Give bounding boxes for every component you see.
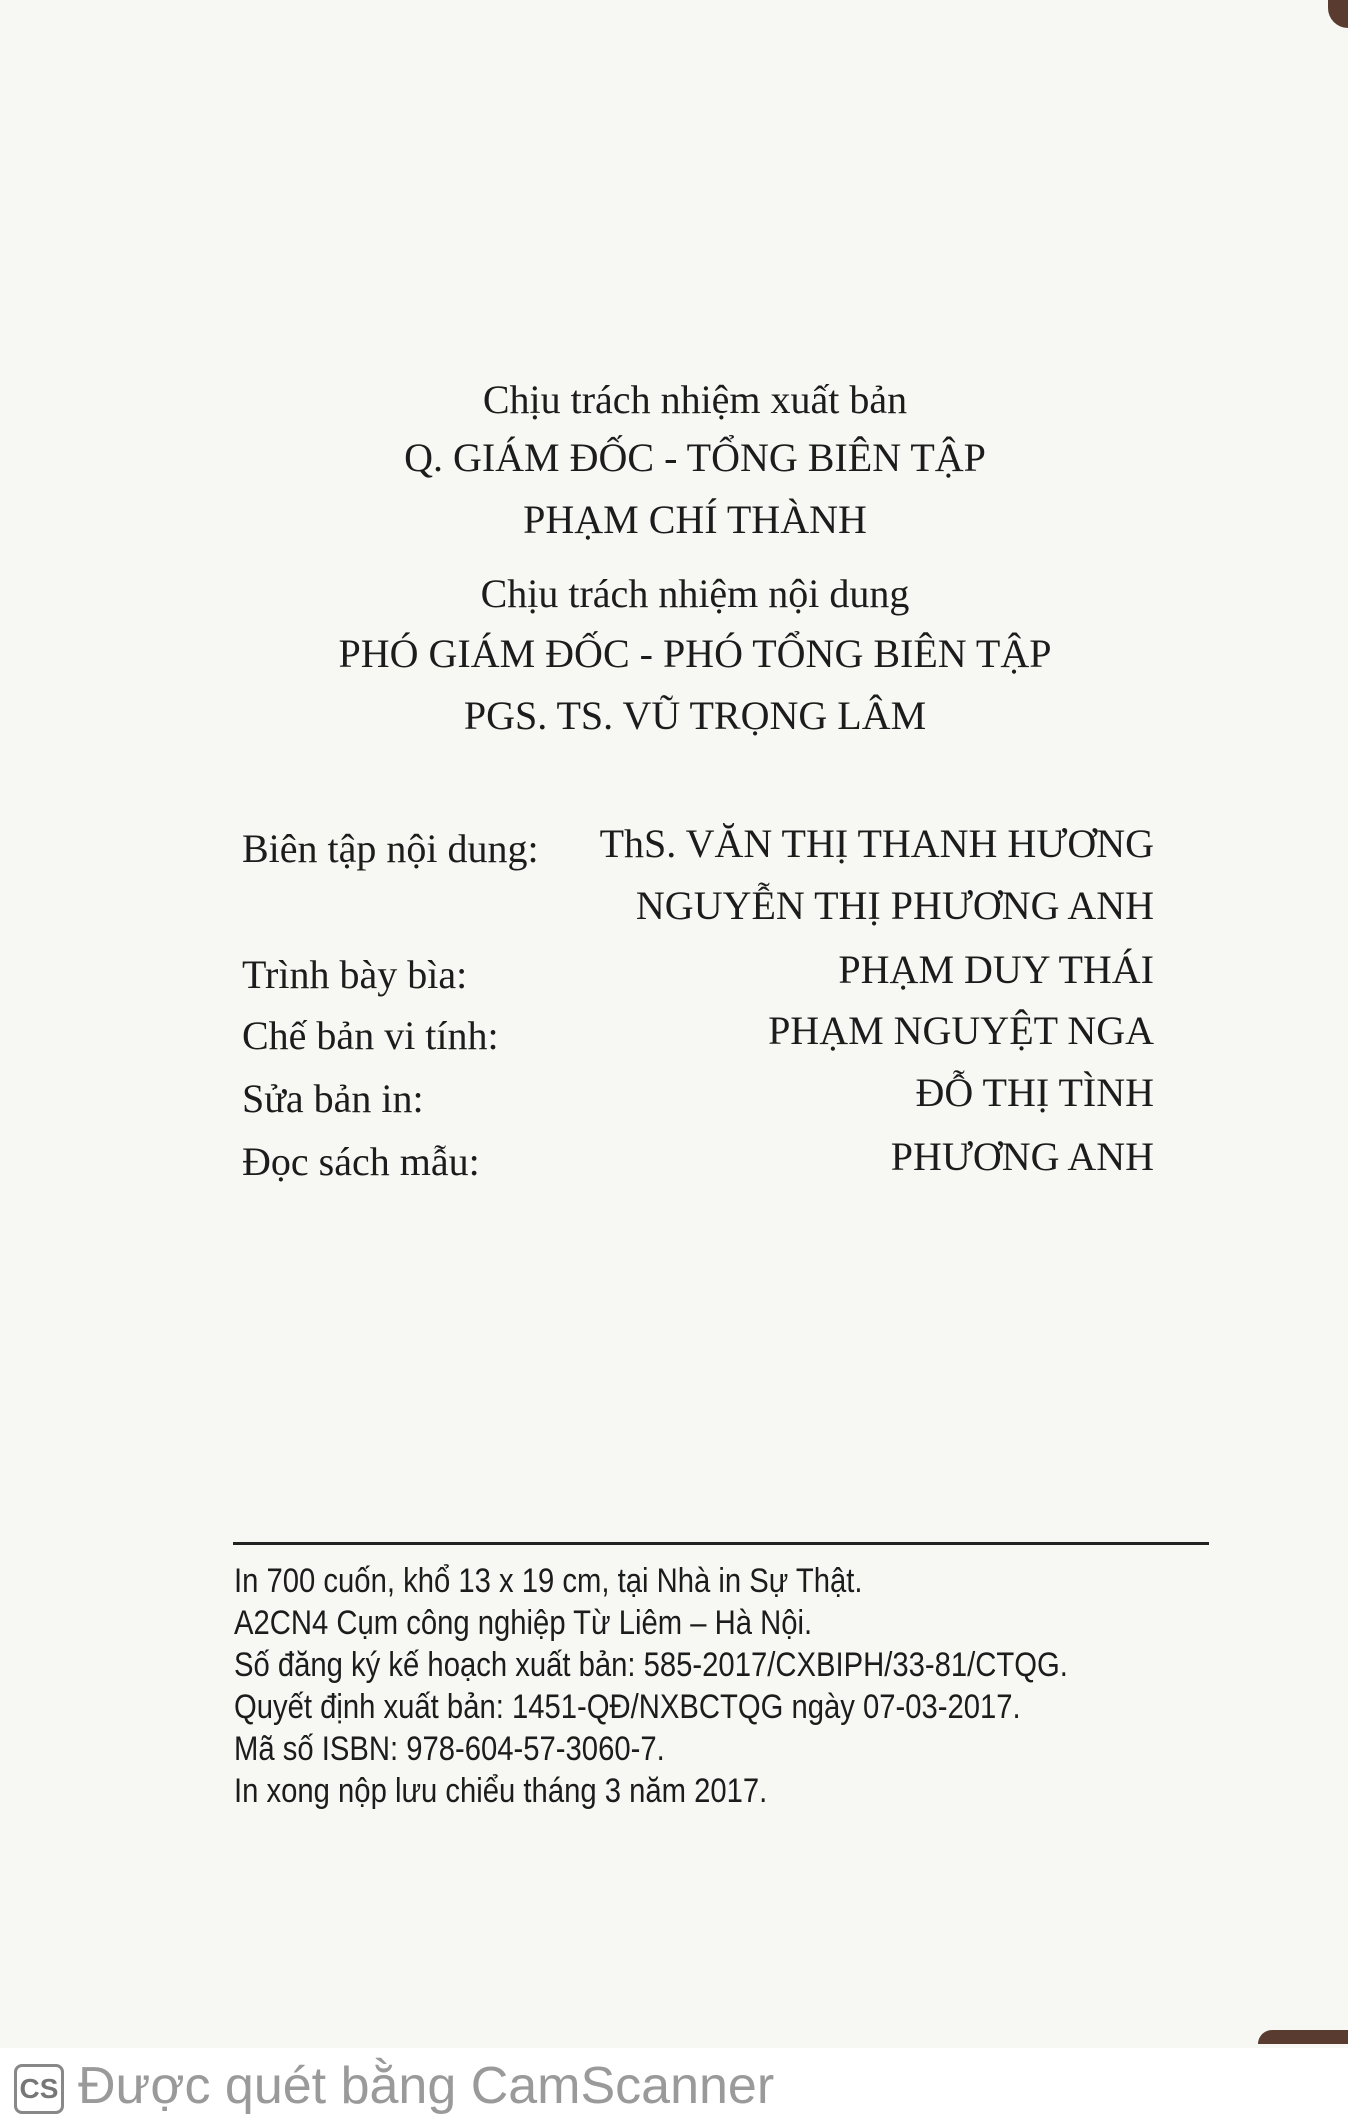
editor-name-2: NGUYỄN THỊ PHƯƠNG ANH [635, 883, 1154, 928]
editor-name-1: ThS. VĂN THỊ THANH HƯƠNG [599, 821, 1154, 866]
imprint-line: Quyết định xuất bản: 1451-QĐ/NXBCTQG ngày 07-03-2017. [234, 1688, 1021, 1726]
imprint-line: Mã số ISBN: 978-604-57-3060-7. [234, 1730, 665, 1768]
cover-design-value: PHẠM DUY THÁI [838, 947, 1154, 992]
sample-reading-value: PHƯƠNG ANH [890, 1134, 1154, 1179]
director-name: PHẠM CHÍ THÀNH [523, 497, 867, 542]
responsible-publishing-label: Chịu trách nhiệm xuất bản [482, 377, 908, 422]
typesetting-value: PHẠM NGUYỆT NGA [768, 1008, 1154, 1053]
typesetting-label: Chế bản vi tính: [242, 1013, 499, 1058]
sample-reading-label: Đọc sách mẫu: [242, 1139, 480, 1184]
deputy-name: PGS. TS. VŨ TRỌNG LÂM [463, 693, 927, 738]
editor-label: Biên tập nội dung: [242, 826, 539, 871]
proofreading-value: ĐỖ THỊ TÌNH [915, 1070, 1154, 1115]
imprint-divider [233, 1542, 1209, 1545]
responsible-content-label: Chịu trách nhiệm nội dung [480, 571, 910, 616]
deputy-title: PHÓ GIÁM ĐỐC - PHÓ TỔNG BIÊN TẬP [338, 631, 1052, 676]
proofreading-label: Sửa bản in: [242, 1076, 424, 1121]
book-cover-edge [1328, 0, 1348, 28]
director-title: Q. GIÁM ĐỐC - TỔNG BIÊN TẬP [404, 435, 986, 480]
imprint-line: A2CN4 Cụm công nghiệp Từ Liêm – Hà Nội. [234, 1604, 813, 1642]
camscanner-logo: CS [14, 2064, 64, 2114]
cover-design-label: Trình bày bìa: [242, 952, 468, 997]
imprint-line: In xong nộp lưu chiểu tháng 3 năm 2017. [234, 1772, 768, 1810]
camscanner-watermark: Được quét bằng CamScanner [78, 2057, 775, 2115]
imprint-line: Số đăng ký kế hoạch xuất bản: 585-2017/CXBIPH/33-81/CTQG. [234, 1646, 1068, 1684]
imprint-line: In 700 cuốn, khổ 13 x 19 cm, tại Nhà in Sự Thật. [234, 1562, 863, 1600]
book-cover-edge [1258, 2030, 1348, 2044]
